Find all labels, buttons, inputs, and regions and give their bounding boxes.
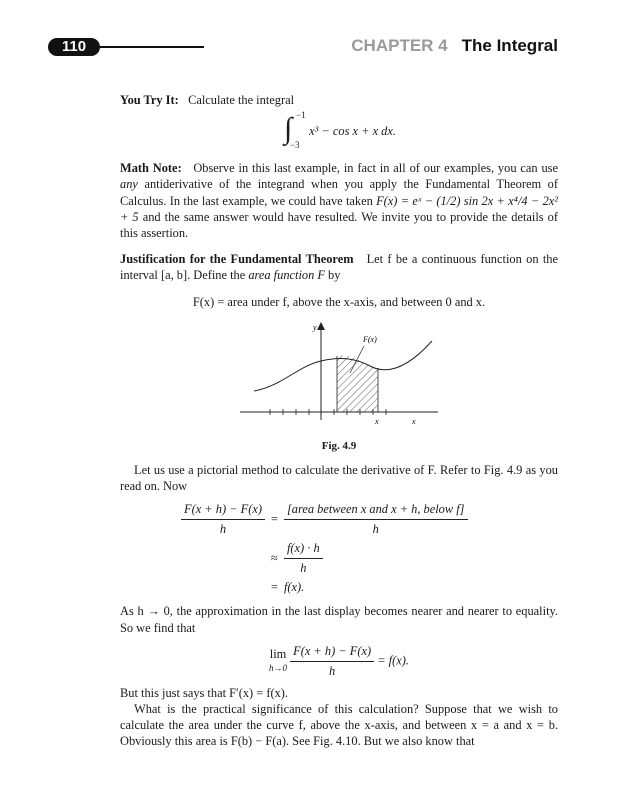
- y-axis-arrow: [317, 322, 325, 330]
- limit-result: = f(x).: [377, 653, 409, 668]
- rhs1-denominator: h: [372, 522, 379, 537]
- lim-word: lim: [269, 646, 287, 661]
- significance-paragraph: What is the practical significance of this calculation? Suppose that we wish to calculate the area under the curve f, above the x-axis, and between x = a and x = b. Obviously this area is F(b) − F(a). See Fig. 4.10. But we also know that: [120, 702, 558, 749]
- rhs2-denominator: h: [300, 561, 307, 576]
- equals-sign-1: =: [270, 512, 278, 527]
- shaded-area: [337, 355, 378, 412]
- chapter-label: CHAPTER 4: [351, 36, 448, 55]
- conclusion-line: But this just says that F′(x) = f(x).: [120, 685, 289, 700]
- figure-caption: Fig. 4.9: [321, 439, 357, 452]
- limit-numerator: F(x + h) − F(x): [290, 644, 374, 662]
- definition-equation: F(x) = area under f, above the x-axis, and between 0 and x.: [192, 294, 486, 309]
- integrand: x³ − cos x + x dx.: [309, 124, 396, 139]
- chapter-title: The Integral: [461, 36, 558, 55]
- justification-text-2: by: [324, 268, 341, 283]
- math-note-any: any: [120, 177, 138, 192]
- derivation-display: [178, 500, 471, 597]
- figure-4-9: [120, 316, 558, 436]
- justification-label: Justification for the Fundamental Theorem: [120, 252, 354, 267]
- you-try-it-paragraph: You Try It: Calculate the integral: [120, 93, 295, 107]
- chapter-heading: [351, 36, 558, 56]
- math-note-paragraph: Math Note: Observe in this last example, in fact in all of our examples, you can use any antiderivative of the integrand when you apply the Fundamental Theorem of Calculus. In the last example, we could have taken F(x) = eˣ − (1/2) sin 2x + x⁴/4 − 2x² + 5 and the same answer would have resulted. We invite you to provide the details of this assertion.: [120, 161, 558, 241]
- integral-lower-limit: −3: [290, 140, 300, 151]
- math-note-label: Math Note: [120, 161, 178, 176]
- math-note-formula: F(x) = eˣ − (1/2) sin 2x + x⁴/4 − 2x² + 5: [120, 193, 558, 224]
- limit-paragraph: As h → 0, the approximation in the last display becomes nearer and nearer to equality. So we find that: [120, 604, 558, 635]
- rhs2-numerator: f(x) · h: [284, 541, 323, 559]
- x-tick-label-2: x: [412, 416, 416, 426]
- approx-sign: ≈: [270, 551, 278, 566]
- lhs-denominator: h: [219, 522, 227, 537]
- you-try-it-label: You Try It: [120, 93, 175, 107]
- lim-subscript: h→0: [269, 662, 288, 673]
- pictorial-paragraph: Let us use a pictorial method to calculate the derivative of F. Refer to Fig. 4.9 as you read on. Now: [120, 463, 558, 494]
- justification-area-function: area function F: [248, 268, 325, 283]
- rhs1-numerator: [area between x and x + h, below f]: [284, 502, 468, 520]
- integral-upper-limit: −1: [296, 110, 306, 121]
- curve-label: F(x): [363, 334, 377, 344]
- integral-display: ∫ −1 −3 x³ − cos x + x dx.: [284, 110, 396, 151]
- math-note-text-3: and the same answer would have resulted. We invite you to provide the details of this assertion.: [120, 209, 558, 241]
- figure-graph: [120, 316, 558, 436]
- justification-paragraph: [120, 251, 558, 283]
- x-tick-label-1: x: [375, 416, 379, 426]
- limit-denominator: h: [329, 663, 336, 678]
- you-try-it-text: Calculate the integral: [188, 93, 295, 107]
- rhs3: f(x).: [283, 580, 305, 595]
- page-number-badge: 110: [48, 38, 100, 56]
- math-note-text-2: antiderivative of the integrand when you apply the Fundamental Theorem of Calculus. In the last example, we could have taken: [120, 177, 558, 208]
- header-rule: [92, 46, 204, 48]
- page-header: [0, 36, 620, 60]
- lhs-numerator: F(x + h) − F(x): [181, 502, 265, 520]
- limit-display: [120, 644, 558, 679]
- math-note-text-1: Observe in this last example, in fact in all of our examples, you can use: [193, 161, 558, 176]
- y-axis-label: y: [313, 322, 317, 332]
- page-body: [120, 92, 558, 750]
- justification-text-1: Let f be a continuous function on the interval [a, b]. Define the: [120, 252, 558, 283]
- equals-sign-3: =: [270, 580, 278, 595]
